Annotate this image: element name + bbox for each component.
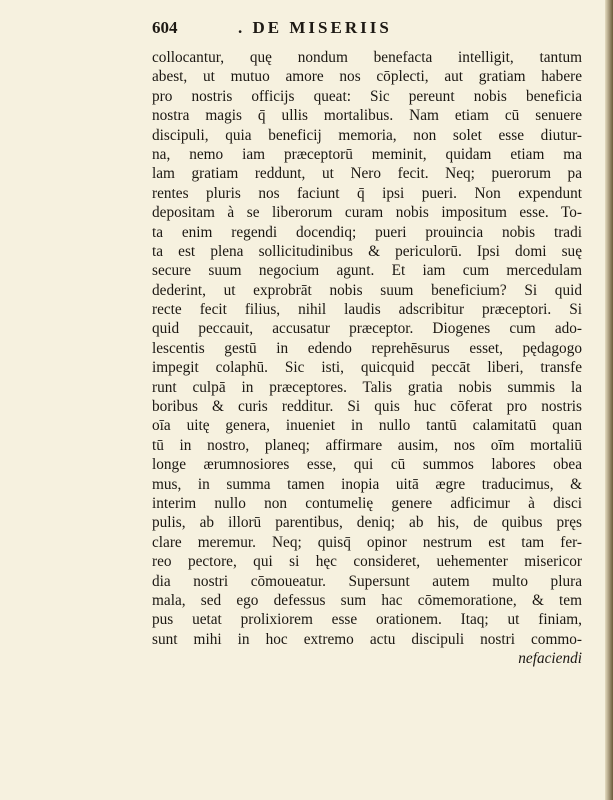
text-line: quid peccauit, accusatur præceptor. Diogenes cum ado-	[152, 320, 582, 338]
text-line: lam gratiam reddunt, ut Nero fecit. Neq; puerorum pa	[152, 165, 582, 183]
text-block	[152, 48, 582, 669]
text-line: pulis, ab illorū parentibus, deniq; ab his, de quibus pręs	[152, 514, 582, 532]
running-title: . DE MISERIIS	[238, 18, 392, 37]
text-line: abest, ut mutuo amore nos cōplecti, aut gratiam habere	[152, 68, 582, 86]
text-line: dia nostri cōmoueatur. Supersunt autem multo plura	[152, 572, 582, 590]
text-line: pus uetat prolixiorem esse orationem. Itaq; ut finiam,	[152, 611, 582, 629]
catchword: nefaciendi	[518, 650, 582, 668]
text-line: na, nemo iam præceptorū meminit, quidam etiam ma	[152, 145, 582, 163]
text-line: reo pectore, qui si hęc consideret, uehementer misericor	[152, 553, 582, 571]
text-line: dederint, ut exprobrāt nobis suum beneficium? Si quid	[152, 281, 582, 299]
text-line: boribus & curis redditur. Si quis huc cōferat pro nostris	[152, 398, 582, 416]
text-line: runt culpā in præceptores. Talis gratia nobis summis la	[152, 378, 582, 396]
text-line: ta enim regendi docendiq; pueri prouincia nobis tradi	[152, 223, 582, 241]
text-line: longe ærumnosiores esse, qui cū summos labores obea	[152, 456, 582, 474]
text-line: oīa uitę genera, inueniet in nullo tantū calamitatū quan	[152, 417, 582, 435]
text-line: interim nullo non contumelię genere adficimur à disci	[152, 494, 582, 512]
text-line: rentes pluris nos faciunt q̄ ipsi pueri. Non expendunt	[152, 184, 582, 202]
text-line: tū in nostro, planeq; affirmare ausim, nos oīm mortaliū	[152, 436, 582, 454]
text-line: clare meremur. Neq; quisq̄ opinor nestrum est tam fer-	[152, 533, 582, 551]
page-number: 604	[152, 18, 178, 37]
text-line: depositam à se liberorum curam nobis impositum esse. To-	[152, 204, 582, 222]
text-line: impegit colaphū. Sic isti, quicquid peccāt liberi, transfe	[152, 359, 582, 377]
text-line: lescentis gestū in edendo reprehēsurus esset, pędagogo	[152, 339, 582, 357]
text-line: mala, sed ego defessus sum hac cōmemoratione, & tem	[152, 591, 582, 609]
text-line: collocantur, quę nondum benefacta intelligit, tantum	[152, 49, 582, 66]
text-line: discipuli, quia beneficij memoria, non solet esse diutur-	[152, 126, 582, 144]
page-header	[152, 18, 512, 42]
text-line: sunt mihi in hoc extremo actu discipuli nostri commo-	[152, 630, 582, 648]
text-line: secure suum negocium agunt. Et iam cum mercedulam	[152, 262, 582, 280]
text-line: nostra magis q̄ ullis mortalibus. Nam etiam cū senuere	[152, 107, 582, 125]
text-line: mus, in summa tamen inopia uitā ægre traducimus, &	[152, 475, 582, 493]
text-line: pro nostris officijs queat: Sic pereunt nobis beneficia	[152, 87, 582, 105]
text-line: ta est plena sollicitudinibus & periculorū. Ipsi domi suę	[152, 242, 582, 260]
text-line: recte fecit filius, nihil laudis adscribitur præceptori. Si	[152, 301, 582, 319]
